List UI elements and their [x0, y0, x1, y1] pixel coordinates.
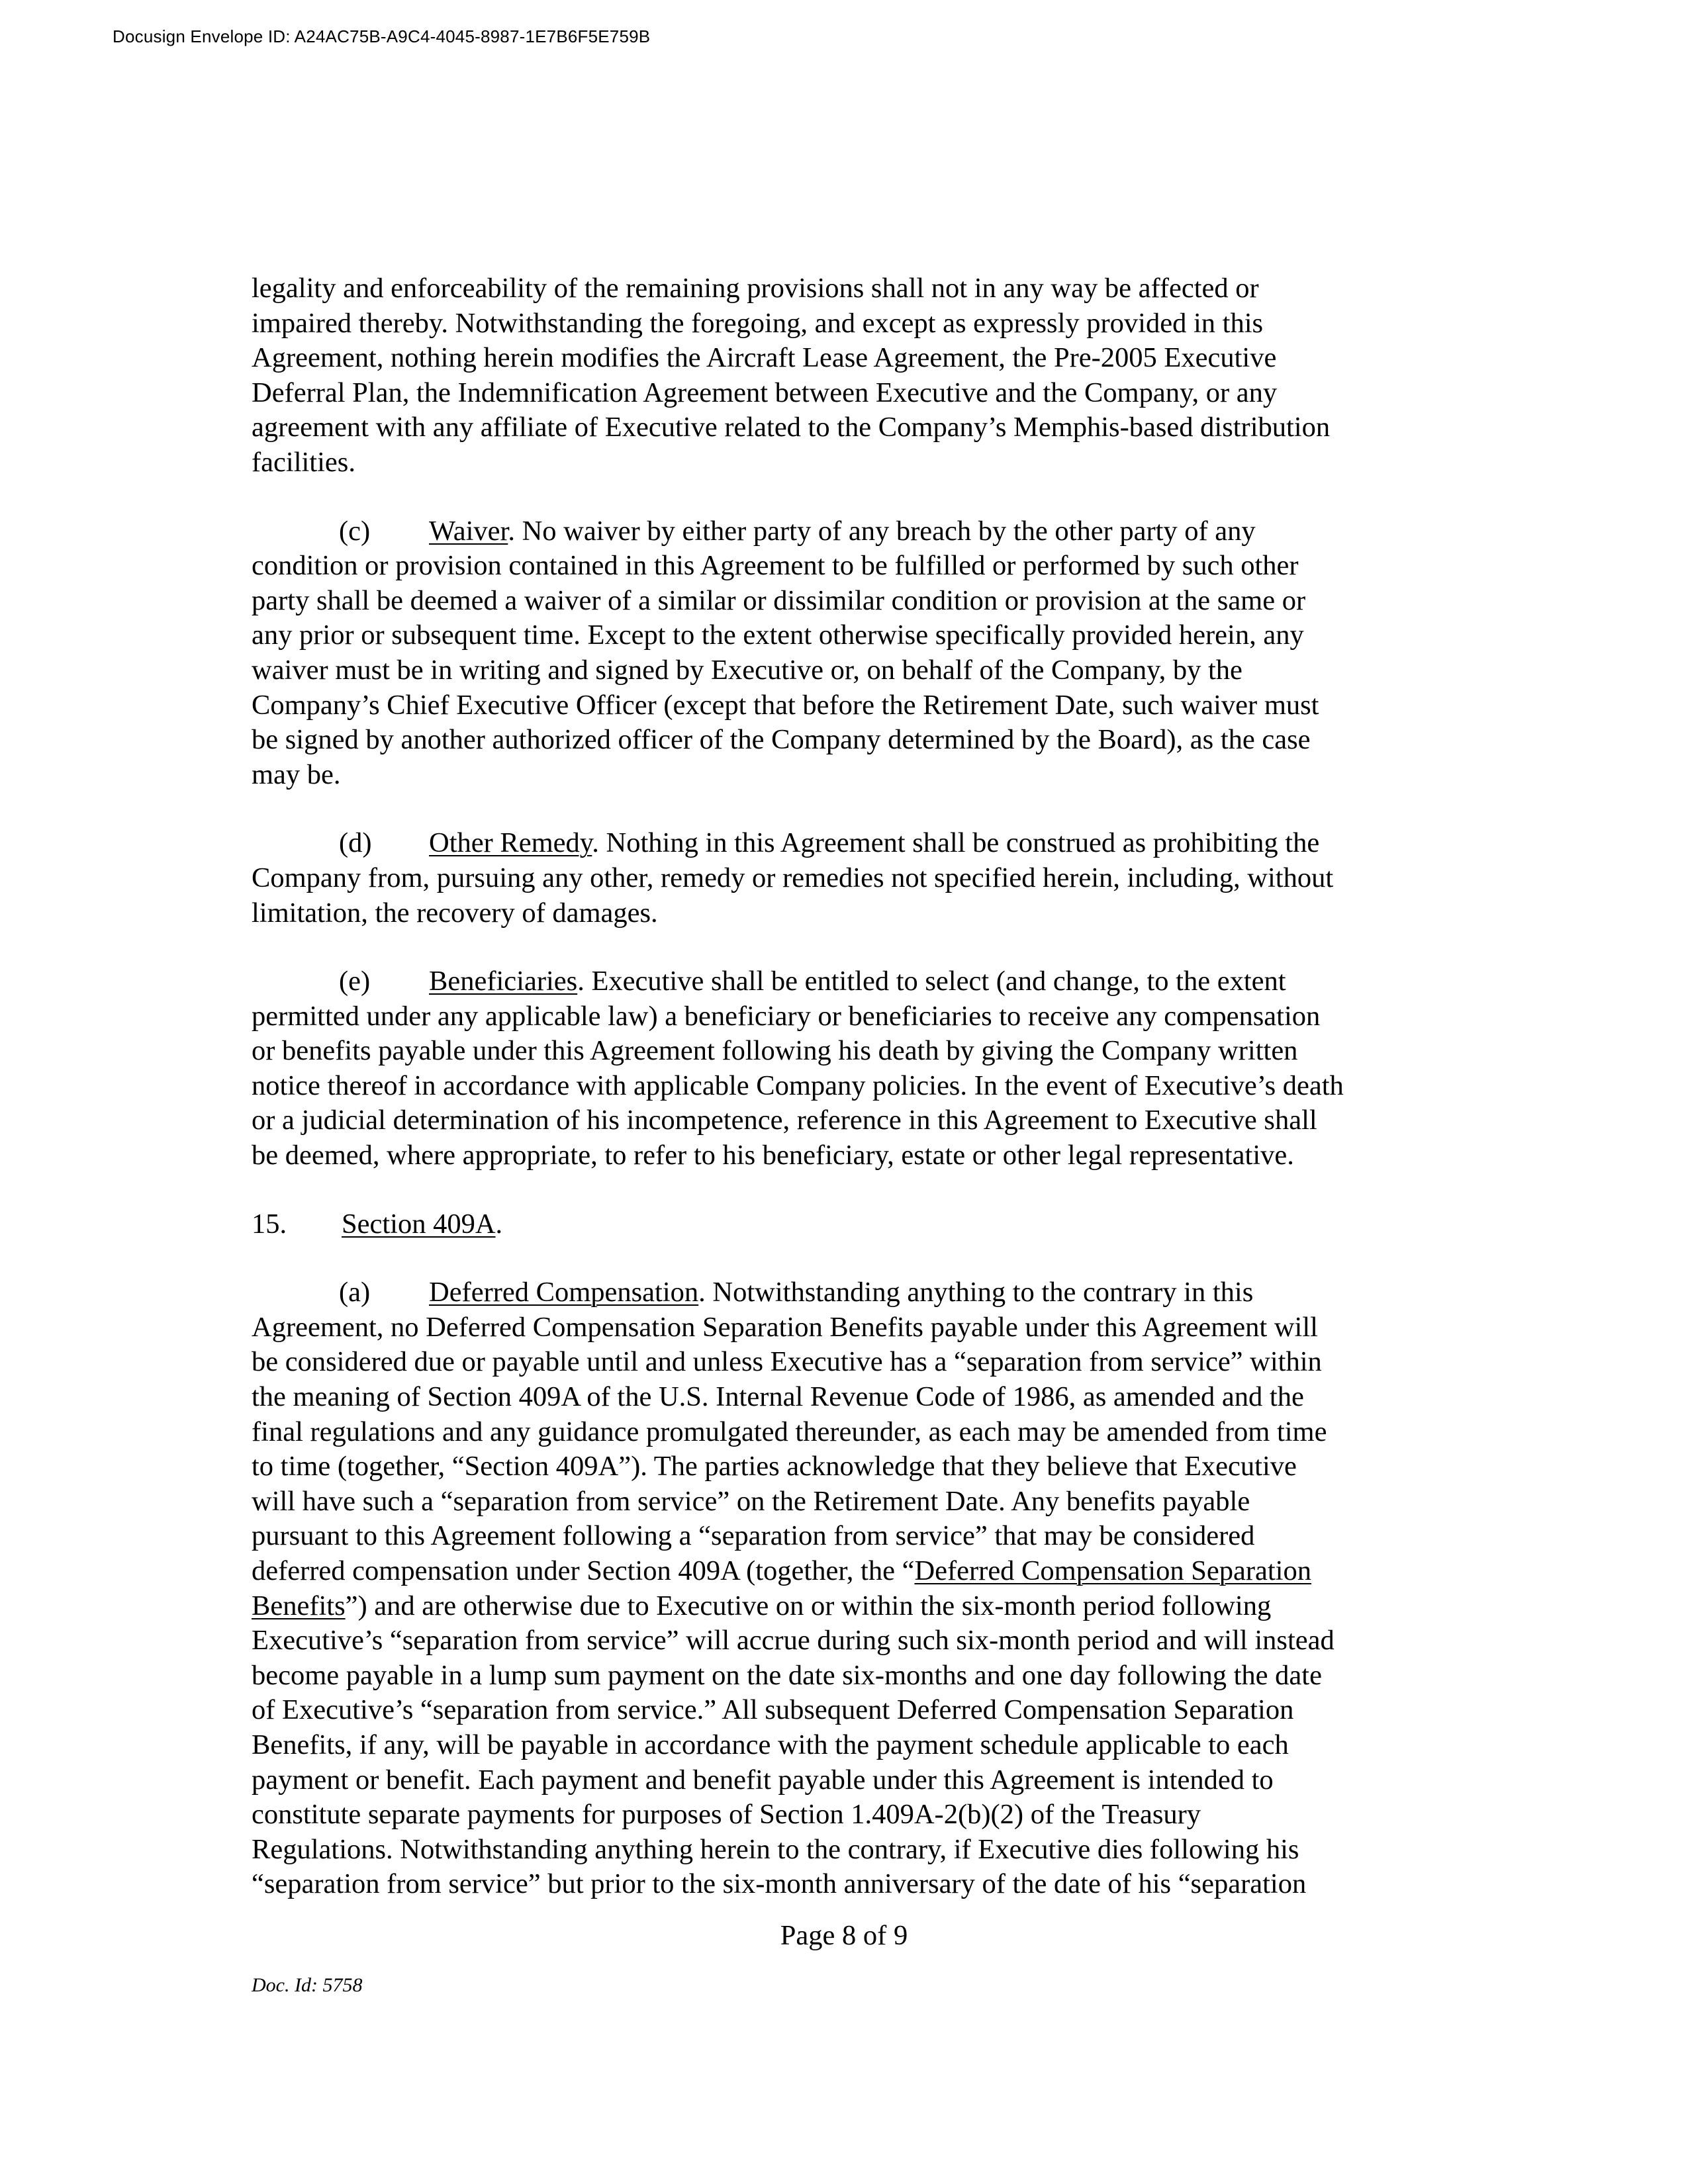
text-line: Regulations. Notwithstanding anything herein to the contrary, if Executive dies following his: [252, 1833, 1299, 1865]
text-line: [252, 1207, 1423, 1242]
text-line: permitted under any applicable law) a beneficiary or beneficiaries to receive any compensation: [252, 1000, 1321, 1032]
doc-id: Doc. Id: 5758: [252, 1974, 363, 1996]
clause-heading-waiver: Waiver: [429, 515, 508, 547]
clause-text: . Executive shall be entitled to select (and change, to the extent: [577, 966, 1286, 997]
section-title-end: .: [495, 1208, 503, 1240]
text-line: [252, 826, 1423, 861]
text-line: will have such a “separation from service” on the Retirement Date. Any benefits payable: [252, 1485, 1250, 1517]
text-line: Executive’s “separation from service” will accrue during such six-month period and will instead: [252, 1625, 1335, 1657]
section-number: 15.: [252, 1208, 287, 1240]
page-number: Page 8 of 9: [780, 1920, 908, 1951]
text-line: waiver must be in writing and signed by Executive or, on behalf of the Company, by the: [252, 654, 1243, 686]
text-line: agreement with any affiliate of Executive related to the Company’s Memphis-based distribution: [252, 412, 1331, 443]
text-line: be deemed, where appropriate, to refer to his beneficiary, estate or other legal representative.: [252, 1140, 1294, 1171]
text-line: Company from, pursuing any other, remedy or remedies not specified herein, including, without: [252, 862, 1334, 893]
text-line: facilities.: [252, 446, 355, 478]
text-line: party shall be deemed a waiver of a similar or dissimilar condition or provision at the same or: [252, 584, 1306, 616]
clause-label: (e): [339, 966, 371, 997]
defined-term: Deferred Compensation Separation: [914, 1555, 1311, 1586]
text-line: become payable in a lump sum payment on the date six-months and one day following the date: [252, 1659, 1322, 1691]
clause-text: . Notwithstanding anything to the contrary in this: [698, 1277, 1254, 1308]
section-15-heading: [252, 1207, 1423, 1242]
text-line: legality and enforceability of the remaining provisions shall not in any way be affected or: [252, 273, 1259, 304]
clause-text: . No waiver by either party of any breach by the other party of any: [508, 515, 1256, 547]
document-body: [252, 271, 1423, 1936]
text-line: [252, 1554, 1423, 1589]
clause-heading-beneficiaries: Beneficiaries: [429, 966, 578, 997]
text-line: Company’s Chief Executive Officer (except that before the Retirement Date, such waiver must: [252, 689, 1319, 721]
text-line: notice thereof in accordance with applicable Company policies. In the event of Executive’s death: [252, 1069, 1344, 1101]
clause-text: . Nothing in this Agreement shall be construed as prohibiting the: [592, 827, 1320, 859]
text-line: of Executive’s “separation from service.” All subsequent Deferred Compensation Separation: [252, 1694, 1294, 1726]
clause-text: deferred compensation under Section 409A (together, the “: [252, 1555, 915, 1586]
paragraph-severability-continued: [252, 271, 1423, 480]
text-line: Benefits, if any, will be payable in accordance with the payment schedule applicable to each: [252, 1729, 1289, 1760]
text-line: impaired thereby. Notwithstanding the foregoing, and except as expressly provided in this: [252, 307, 1264, 339]
text-line: Agreement, nothing herein modifies the Aircraft Lease Agreement, the Pre-2005 Executive: [252, 342, 1277, 374]
clause-heading-deferred-compensation: Deferred Compensation: [429, 1277, 699, 1308]
docusign-envelope-header: Docusign Envelope ID: A24AC75B-A9C4-4045-8987-1E7B6F5E759B: [113, 26, 651, 46]
text-line: [252, 1589, 1423, 1624]
text-line: or benefits payable under this Agreement following his death by giving the Company written: [252, 1035, 1298, 1067]
text-line: be signed by another authorized officer of the Company determined by the Board), as the case: [252, 724, 1311, 756]
clause-label: (c): [339, 515, 371, 547]
section-title: Section 409A: [342, 1208, 496, 1240]
paragraph-beneficiaries: [252, 964, 1423, 1173]
text-line: [252, 1275, 1423, 1310]
text-line: final regulations and any guidance promulgated thereunder, as each may be amended from time: [252, 1416, 1327, 1447]
paragraph-other-remedy: [252, 826, 1423, 931]
text-line: any prior or subsequent time. Except to the extent otherwise specifically provided herein, any: [252, 619, 1304, 651]
paragraph-waiver: [252, 514, 1423, 793]
text-line: [252, 964, 1423, 999]
paragraph-deferred-compensation: [252, 1275, 1423, 1902]
text-line: be considered due or payable until and unless Executive has a “separation from service” within: [252, 1346, 1322, 1378]
text-line: [252, 514, 1423, 549]
clause-text: ”) and are otherwise due to Executive on or within the six-month period following: [345, 1590, 1272, 1621]
text-line: Agreement, no Deferred Compensation Separation Benefits payable under this Agreement will: [252, 1311, 1318, 1343]
text-line: constitute separate payments for purposes of Section 1.409A-2(b)(2) of the Treasury: [252, 1799, 1201, 1831]
defined-term: Benefits: [252, 1590, 346, 1621]
clause-heading-other-remedy: Other Remedy: [429, 827, 592, 859]
text-line: “separation from service” but prior to the six-month anniversary of the date of his “separation: [252, 1868, 1307, 1900]
text-line: payment or benefit. Each payment and benefit payable under this Agreement is intended to: [252, 1764, 1274, 1796]
clause-label: (a): [339, 1277, 371, 1308]
text-line: or a judicial determination of his incompetence, reference in this Agreement to Executive shall: [252, 1105, 1317, 1136]
text-line: to time (together, “Section 409A”). The parties acknowledge that they believe that Executive: [252, 1451, 1297, 1482]
text-line: limitation, the recovery of damages.: [252, 897, 658, 929]
text-line: condition or provision contained in this Agreement to be fulfilled or performed by such other: [252, 550, 1299, 582]
clause-label: (d): [339, 827, 372, 859]
text-line: pursuant to this Agreement following a “separation from service” that may be considered: [252, 1520, 1255, 1552]
text-line: Deferral Plan, the Indemnification Agreement between Executive and the Company, or any: [252, 377, 1278, 408]
text-line: may be.: [252, 758, 341, 790]
text-line: the meaning of Section 409A of the U.S. Internal Revenue Code of 1986, as amended and the: [252, 1381, 1304, 1413]
